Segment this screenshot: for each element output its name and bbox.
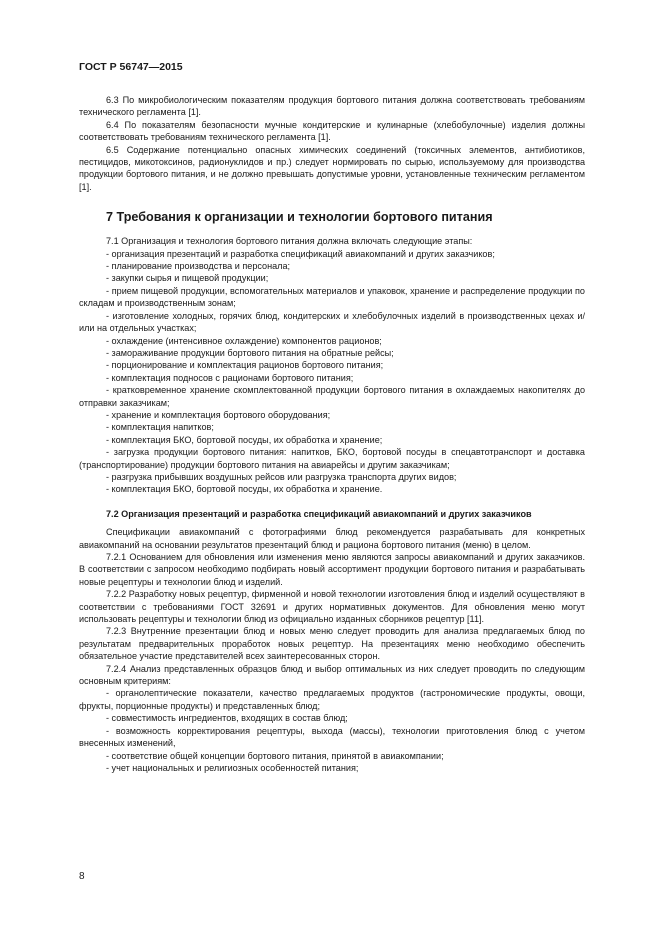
list-item: - планирование производства и персонала; [106, 261, 291, 272]
paragraph-7-2-4: 7.2.4 Анализ представленных образцов блюд и выбор оптимальных из них следует проводить по следующим основным критериям: [79, 663, 585, 687]
list-item: - кратковременное хранение скомплектованной продукции бортового питания в охлаждаемых накопителях до отправки заказчикам; [79, 385, 585, 408]
list-item: - организация презентаций и разработка спецификаций авиакомпаний и других заказчиков; [106, 248, 495, 259]
list-item: - закупки сырья и пищевой продукции; [106, 273, 269, 284]
page-content [79, 94, 585, 774]
section-7-2-heading: 7.2 Организация презентаций и разработка спецификаций авиакомпаний и других заказчиков [106, 508, 532, 519]
list-item: - комплектация БКО, бортовой посуды, их обработка и хранение; [106, 434, 383, 445]
list-item: - учет национальных и религиозных особенностей питания; [106, 762, 359, 773]
list-item: - прием пищевой продукции, вспомогательных материалов и упаковок, хранение и распределение продукции по складам и производственным зонам; [79, 285, 585, 309]
list-item: - комплектация БКО, бортовой посуды, их обработка и хранение. [106, 484, 383, 495]
list-item: - возможность корректирования рецептуры, выхода (массы), технологии приготовления блюд с учетом внесенных изменений, [79, 725, 585, 749]
document-header: ГОСТ Р 56747—2015 [79, 61, 183, 73]
list-item: - замораживание продукции бортового питания на обратные рейсы; [106, 347, 394, 358]
paragraph-6-4: 6.4 По показателям безопасности мучные кондитерские и кулинарные (хлебобулочные) изделия должны соответствовать требованиям технического регламента [1]. [79, 119, 585, 143]
list-item: - разгрузка прибывших воздушных рейсов или разгрузка транспорта других видов; [106, 471, 457, 482]
list-item: - органолептические показатели, качество предлагаемых продуктов (гастрономические продукты, овощи, фрукты, порционные продукты) и представленных блюд; [79, 688, 585, 711]
paragraph-7-2-3: 7.2.3 Внутренние презентации блюд и новых меню следует проводить для анализа предлагаемых блюд по результатам предварительных проработок новых рецептур. На презентациях меню необходимо обеспечить обязательное участие представителей всех заинтересованных сторон. [79, 626, 585, 662]
list-item: - загрузка продукции бортового питания: напитков, БКО, бортовой посуды в спецавтотранспорт и доставка (транспортирование) продукции бортового питания на авиарейсы и другим заказчикам; [79, 447, 585, 470]
paragraph-7-1: 7.1 Организация и технология бортового питания должна включать следующие этапы: [106, 236, 473, 247]
list-item: - совместимость ингредиентов, входящих в состав блюд; [106, 713, 348, 724]
paragraph-6-3: 6.3 По микробиологическим показателям продукция бортового питания должна соответствовать требованиям технического регламента [1]. [79, 95, 585, 118]
page-number: 8 [79, 871, 85, 882]
list-item: - изготовление холодных, горячих блюд, кондитерских и хлебобулочных изделий в производственных цехах и/или на отдельных участках; [79, 310, 585, 334]
section-7-heading: 7 Требования к организации и технологии бортового питания [106, 210, 493, 225]
list-item: - комплектация подносов с рационами бортового питания; [106, 372, 354, 383]
list-item: - соответствие общей концепции бортового питания, принятой в авиакомпании; [106, 750, 444, 761]
paragraph-6-5: 6.5 Содержание потенциально опасных химических соединений (токсичных элементов, антибиотиков, пестицидов, микотоксинов, радионуклидов и пр.) следует нормировать по сырью, используемому для производства продукции бортового питания, и не должно превышать допустимые уровни, установленные техническим регламентом [1]. [79, 144, 585, 192]
list-item: - хранение и комплектация бортового оборудования; [106, 409, 331, 420]
paragraph: Спецификации авиакомпаний с фотографиями блюд рекомендуется разрабатывать для конкретных авиакомпаний на основании результатов презентаций блюд и рациона бортового питания (меню) в целом. [79, 527, 585, 550]
paragraph-7-2-1: 7.2.1 Основанием для обновления или изменения меню являются запросы авиакомпаний и других заказчиков. В соответствии с запросом необходимо подбирать новый ассортимент продукции бортового питания и разрабатывать новые рецептуры и технологии блюд и изделий. [79, 552, 585, 587]
list-item: - комплектация напитков; [106, 422, 214, 433]
list-item: - охлаждение (интенсивное охлаждение) компонентов рационов; [106, 335, 382, 346]
paragraph-7-2-2: 7.2.2 Разработку новых рецептур, фирменной и новой технологии изготовления блюд и изделий осуществляют в соответствии с требованиями ГОСТ 32691 и других нормативных документов. Для обновления меню могут использовать рецептуры и технологии блюд из официально изданных сборников рецептур [11]. [79, 589, 585, 625]
list-item: - порционирование и комплектация рационов бортового питания; [106, 360, 384, 371]
